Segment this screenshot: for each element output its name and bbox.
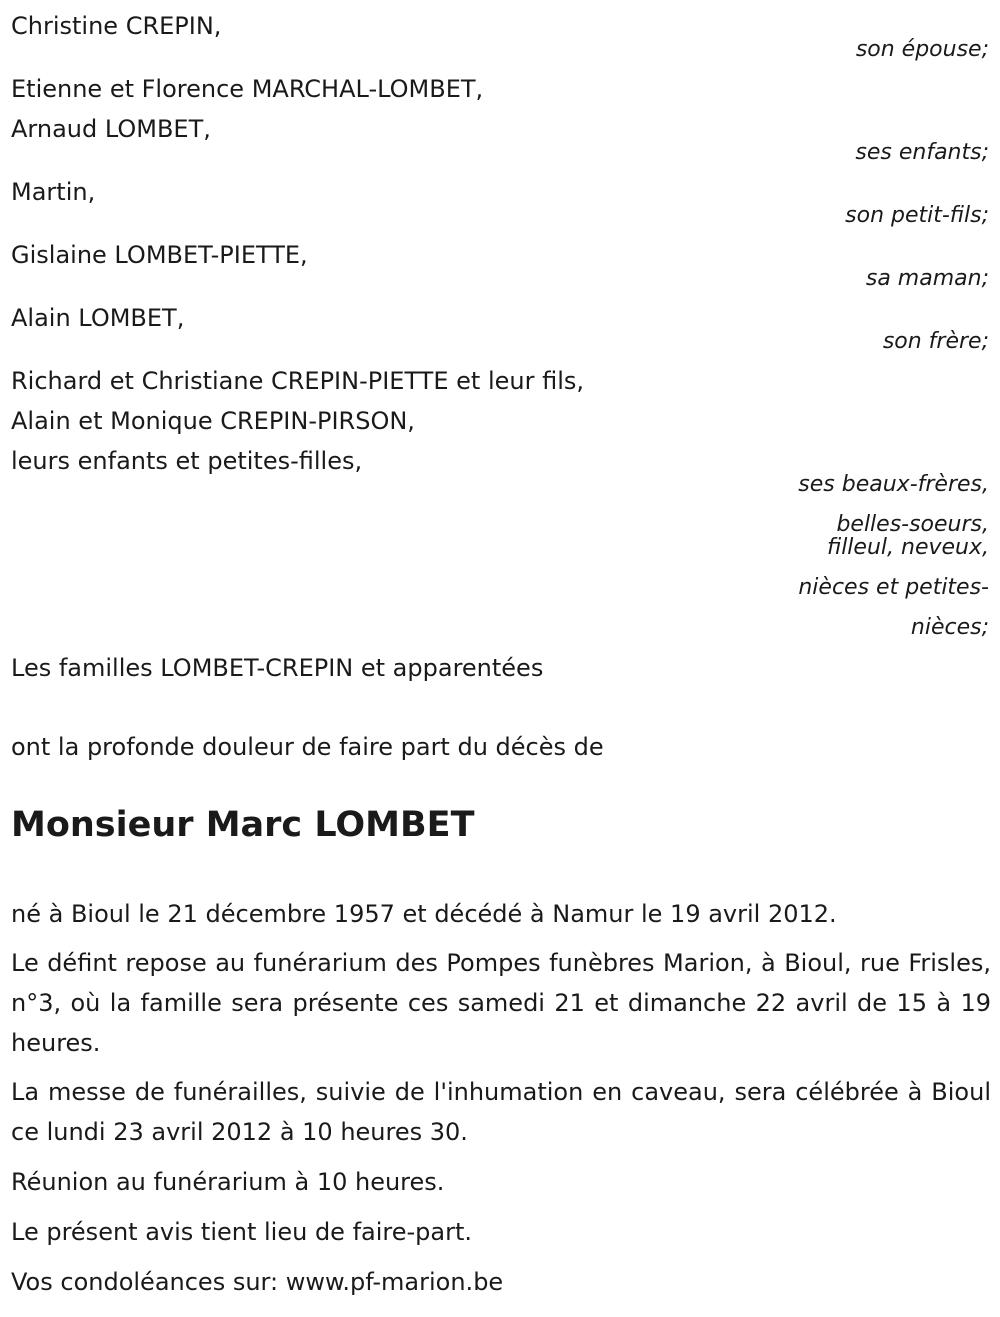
birth-death-details: né à Bioul le 21 décembre 1957 et décédé à Namur le 19 avril 2012. — [11, 900, 837, 928]
relation-label: ses beaux-frères, — [798, 472, 989, 497]
family-name-line: Christine CREPIN, — [11, 12, 222, 40]
relation-label: son épouse; — [855, 37, 989, 62]
funeral-mass-details: La messe de funérailles, suivie de l'inhumation en caveau, sera célébrée à Bioul ce lundi 23 avril 2012 à 10 heures 30. — [11, 1078, 991, 1146]
family-name-line: Martin, — [11, 178, 96, 206]
relation-label: nièces; — [910, 615, 989, 640]
family-name-line: Richard et Christiane CREPIN-PIETTE et leur fils, — [11, 367, 584, 395]
announcement-line: ont la profonde douleur de faire part du décès de — [11, 733, 604, 761]
families-line: Les familles LOMBET-CREPIN et apparentées — [11, 654, 544, 682]
family-name-line: Arnaud LOMBET, — [11, 115, 211, 143]
relation-label: filleul, neveux, — [826, 535, 989, 560]
family-name-line: Alain LOMBET, — [11, 304, 185, 332]
relation-label: ses enfants; — [855, 140, 989, 165]
relation-label: belles-soeurs, — [836, 512, 989, 537]
family-name-line: Alain et Monique CREPIN-PIRSON, — [11, 407, 415, 435]
condolences-link: Vos condoléances sur: www.pf-marion.be — [11, 1268, 504, 1296]
funerarium-details: Le défint repose au funérarium des Pompes funèbres Marion, à Bioul, rue Frisles, n°3, où la famille sera présente ces samedi 21 et dimanche 22 avril de 15 à 19 heures. — [11, 949, 991, 1057]
deceased-name: Monsieur Marc LOMBET — [11, 805, 475, 845]
relation-label: nièces et petites- — [798, 575, 989, 600]
notice-statement: Le présent avis tient lieu de faire-part. — [11, 1218, 473, 1246]
relation-label: son petit-fils; — [845, 203, 989, 228]
relation-label: son frère; — [882, 329, 989, 354]
family-name-line: leurs enfants et petites-filles, — [11, 447, 363, 475]
family-name-line: Gislaine LOMBET-PIETTE, — [11, 241, 308, 269]
family-name-line: Etienne et Florence MARCHAL-LOMBET, — [11, 75, 484, 103]
meeting-details: Réunion au funérarium à 10 heures. — [11, 1168, 445, 1196]
relation-label: sa maman; — [865, 266, 989, 291]
